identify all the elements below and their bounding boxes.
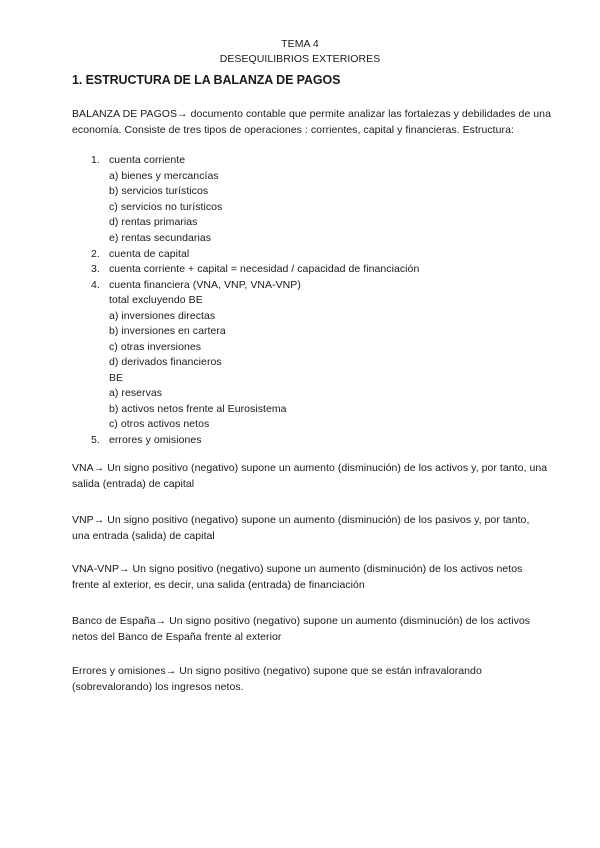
- list-item-capital-account: cuenta de capital: [109, 248, 190, 260]
- definition-banco-espana-line-1: Banco de España→ Un signo positivo (negativo) supone un aumento (disminución) de los activos: [72, 615, 531, 627]
- list-number: 5.: [91, 434, 100, 446]
- sub-heading-be: BE: [109, 372, 124, 384]
- list-item-financial-account: cuenta financiera (VNA, VNP, VNA-VNP): [109, 279, 301, 291]
- sub-item: b) servicios turísticos: [109, 185, 209, 197]
- list-number: 1.: [91, 154, 100, 166]
- definition-vna-line-1: VNA→ Un signo positivo (negativo) supone un aumento (disminución) de los activos y, por tanto, una: [72, 462, 548, 474]
- definition-vna-line-2: salida (entrada) de capital: [72, 478, 195, 490]
- list-item-errors-omissions: errores y omisiones: [109, 434, 202, 446]
- sub-item: b) inversiones en cartera: [109, 325, 226, 337]
- definition-vna-vnp-line-1: VNA-VNP→ Un signo positivo (negativo) supone un aumento (disminución) de los activos netos: [72, 563, 523, 575]
- list-item-current-account: cuenta corriente: [109, 154, 186, 166]
- sub-item: a) bienes y mercancías: [109, 170, 219, 182]
- definition-errores-line-2: (sobrevalorando) los ingresos netos.: [72, 681, 244, 693]
- sub-item: d) derivados financieros: [109, 356, 222, 368]
- intro-line-2: economía. Consiste de tres tipos de operaciones : corrientes, capital y financieras. Estructura:: [72, 124, 514, 136]
- list-number: 2.: [91, 248, 100, 260]
- intro-line-1: BALANZA DE PAGOS→ documento contable que permite analizar las fortalezas y debilidades de una: [72, 108, 551, 120]
- definition-banco-espana-line-2: netos del Banco de España frente al exterior: [72, 631, 282, 643]
- list-number: 3.: [91, 263, 100, 275]
- topic-title: TEMA 4: [281, 38, 319, 50]
- sub-item: c) otras inversiones: [109, 341, 202, 353]
- section-heading: 1. ESTRUCTURA DE LA BALANZA DE PAGOS: [72, 73, 341, 87]
- sub-item: b) activos netos frente al Eurosistema: [109, 403, 287, 415]
- sub-heading-total: total excluyendo BE: [109, 294, 203, 306]
- list-number: 4.: [91, 279, 100, 291]
- sub-item: c) otros activos netos: [109, 418, 210, 430]
- definition-vnp-line-2: una entrada (salida) de capital: [72, 530, 215, 542]
- sub-item: d) rentas primarias: [109, 216, 198, 228]
- definition-vnp-line-1: VNP→ Un signo positivo (negativo) supone un aumento (disminución) de los pasivos y, por tanto,: [72, 514, 530, 526]
- sub-item: e) rentas secundarias: [109, 232, 212, 244]
- document-subtitle: DESEQUILIBRIOS EXTERIORES: [219, 53, 381, 65]
- definition-vna-vnp-line-2: frente al exterior, es decir, una salida (entrada) de financiación: [72, 579, 365, 591]
- sub-item: a) reservas: [109, 387, 163, 399]
- sub-item: a) inversiones directas: [109, 310, 216, 322]
- sub-item: c) servicios no turísticos: [109, 201, 223, 213]
- definition-errores-line-1: Errores y omisiones→ Un signo positivo (negativo) supone que se están infravalorando: [72, 665, 482, 677]
- list-item-financing-capacity: cuenta corriente + capital = necesidad / capacidad de financiación: [109, 263, 420, 275]
